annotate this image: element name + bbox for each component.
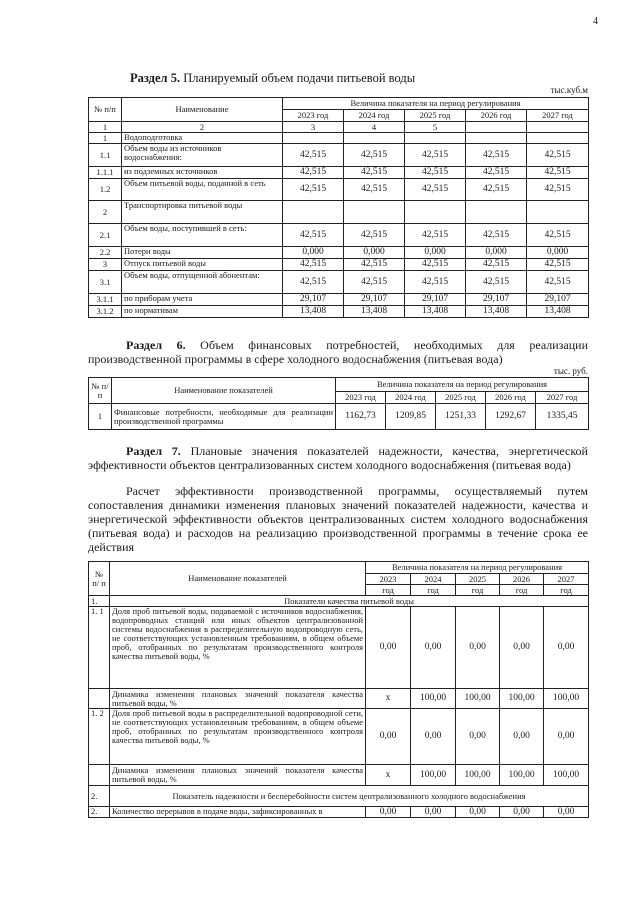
s5-row-value: 42,515 xyxy=(527,179,589,201)
section6-heading-text: Объем финансовых потребностей, необходимых для реализации производственной программы в сфере холодного водоснабжения (питьевая вода) xyxy=(88,338,589,366)
s5-row xyxy=(89,144,589,167)
s5-year: 2027 год xyxy=(527,110,589,122)
s5-row-value: 42,515 xyxy=(405,224,466,247)
s5-row xyxy=(89,167,589,179)
s5-row-value xyxy=(283,201,344,224)
s5-row-value: 42,515 xyxy=(527,167,589,179)
s5-row-value xyxy=(405,201,466,224)
s5-row-value: 42,515 xyxy=(344,271,405,294)
s5-row-value: 42,515 xyxy=(466,179,527,201)
s5-row-value xyxy=(527,201,589,224)
s5-row-value: 29,107 xyxy=(466,294,527,306)
section5-unit: тыс.куб.м xyxy=(550,85,588,95)
s7-group-1: 1. Показатели качества питьевой воды xyxy=(89,596,589,607)
s5-row-value: 42,515 xyxy=(283,179,344,201)
s5-row xyxy=(89,271,589,294)
s5-row-value xyxy=(466,133,527,144)
s5-row-value xyxy=(527,133,589,144)
s7-row-1-1: 1. 1 Доля проб питьевой воды, подаваемой с источников водоснабжения, водопроводных станций или иных объектов централизованной системы водоснабжения в распределительную водопроводную сеть, не соответствующих установленным требованиям, в общем объеме проб, отобранных по результатам производственного контроля качества питьевой воды, % 0,00 0,00 0,00 0,00 0,00 xyxy=(89,607,589,689)
s5-row-value: 42,515 xyxy=(405,167,466,179)
s5-row xyxy=(89,179,589,201)
s5-row-num: 2.2 xyxy=(89,247,122,259)
s5-row xyxy=(89,306,589,318)
s5-row-value: 29,107 xyxy=(344,294,405,306)
s5-row-value xyxy=(344,133,405,144)
s5-row-num: 3.1.1 xyxy=(89,294,122,306)
section5-heading-text: Планируемый объем подачи питьевой воды xyxy=(183,71,416,85)
s5-row-value: 42,515 xyxy=(405,259,466,271)
section7-heading-label: Раздел 7. xyxy=(126,444,181,458)
s5-index-row: 1 2 3 4 5 xyxy=(89,122,589,133)
s5-row xyxy=(89,201,589,224)
s5-row-value: 29,107 xyxy=(405,294,466,306)
s5-row-num: 1.1 xyxy=(89,144,122,167)
s5-row-value: 42,515 xyxy=(405,179,466,201)
s5-col-period: Величина показателя на период регулирования xyxy=(283,98,589,110)
s5-year: 2025 год xyxy=(405,110,466,122)
s5-row-value: 42,515 xyxy=(283,167,344,179)
s5-row-value: 42,515 xyxy=(344,179,405,201)
s5-row-num: 1.2 xyxy=(89,179,122,201)
s5-row-num: 3.1 xyxy=(89,271,122,294)
s6-col-name: Наименование показателей xyxy=(112,378,336,404)
s5-year: 2024 год xyxy=(344,110,405,122)
s6-row: 1 Финансовые потребности, необходимые для реализации производственной программы 1162,73 1209,85 1251,33 1292,67 1335,45 xyxy=(89,404,589,430)
section6-heading xyxy=(88,338,588,366)
s5-row-value: 0,000 xyxy=(527,247,589,259)
s5-year: 2026 год xyxy=(466,110,527,122)
s5-row-value: 42,515 xyxy=(283,144,344,167)
s5-row-name: Отпуск питьевой воды xyxy=(122,259,283,271)
s5-row-value: 42,515 xyxy=(344,224,405,247)
s5-row-value: 42,515 xyxy=(466,259,527,271)
s5-row-value xyxy=(466,201,527,224)
s5-row-value: 29,107 xyxy=(283,294,344,306)
section5-heading-label: Раздел 5. xyxy=(130,71,181,85)
s5-row-name: из подземных источников xyxy=(122,167,283,179)
s5-row-value xyxy=(344,201,405,224)
s5-row-value: 13,408 xyxy=(527,306,589,318)
s5-row-value: 42,515 xyxy=(344,167,405,179)
section7-paragraph: Расчет эффективности производственной программы, осуществляемый путем сопоставления динамики изменения плановых значений показателей надежности, качества и энергетической эффективности объектов централизованных систем холодного водоснабжения (питьевая вода) и расходов на реализацию производственной программы в течение срока ее действия xyxy=(88,484,588,554)
s5-row-value: 29,107 xyxy=(527,294,589,306)
s5-row-num: 3 xyxy=(89,259,122,271)
s5-row-value: 42,515 xyxy=(344,259,405,271)
s5-row-name: Объем воды, отпущенной абонентам: xyxy=(122,271,283,294)
s5-row-num: 1 xyxy=(89,133,122,144)
s6-col-period: Величина показателя на период регулирования xyxy=(336,378,589,392)
s5-row xyxy=(89,133,589,144)
s5-row-value: 42,515 xyxy=(405,144,466,167)
s7-col-num: № п/ п xyxy=(89,562,110,596)
section5-heading xyxy=(130,71,600,86)
s5-row-value: 0,000 xyxy=(405,247,466,259)
s5-row-name: по приборам учета xyxy=(122,294,283,306)
page-number: 4 xyxy=(593,16,598,27)
s5-row-num: 3.1.2 xyxy=(89,306,122,318)
s5-row-value: 42,515 xyxy=(466,224,527,247)
s6-col-num: № п/п xyxy=(89,378,112,404)
s5-row-value: 42,515 xyxy=(527,224,589,247)
s6-year: 2025 год xyxy=(436,392,486,404)
s5-row-name: Объем воды из источников водоснабжения: xyxy=(122,144,283,167)
s7-row-2-1: 2. Количество перерывов в подаче воды, зафиксированных в 0,00 0,00 0,00 0,00 0,00 xyxy=(89,807,589,818)
s5-row-name: по нормативам xyxy=(122,306,283,318)
section7-heading xyxy=(88,444,588,472)
s5-col-name: Наименование xyxy=(122,98,283,122)
s5-row-name: Объем воды, поступившей в сеть: xyxy=(122,224,283,247)
s5-row xyxy=(89,294,589,306)
s5-row-value: 42,515 xyxy=(283,271,344,294)
s5-row-value: 13,408 xyxy=(405,306,466,318)
s5-row-value: 42,515 xyxy=(466,144,527,167)
s7-dynamics-2: Динамика изменения плановых значений показателя качества питьевой воды, % x 100,00 100,00 100,00 100,00 xyxy=(89,765,589,786)
s5-row-value: 0,000 xyxy=(283,247,344,259)
s6-year: 2026 год xyxy=(486,392,536,404)
s5-row-num: 1.1.1 xyxy=(89,167,122,179)
s5-row-value xyxy=(283,133,344,144)
s5-row-name: Потери воды xyxy=(122,247,283,259)
s7-col-period: Величина показателя на период регулирования xyxy=(366,562,589,574)
s5-row-value: 42,515 xyxy=(405,271,466,294)
section7-table: № п/ п Наименование показателей Величина показателя на период регулирования 2023 2024 2025 2026 2027 год год год год год 1. Показатели качества питьевой воды 1. 1 Доля проб питьевой воды, подаваемой с источников водоснабжения, водопроводных станций или иных объектов централизованной системы водоснабжения в распределительную водопроводную сеть, не соответствующих установленным требованиям, в общем объеме проб, отобранных по результатам производственного контроля качества питьевой воды, % 0,00 0,00 0,00 0,00 0,00 Динамика изменения плановых значений показателя качества питьевой воды, % x 100,00 100,00 100,00 100,00 1. 2 Доля проб питьевой воды в распределительной водопроводной сети, не соответствующих установленным требованиям, в общем объеме проб, отобранных по результатам производственного контроля качества питьевой воды, % 0,00 0,00 0,00 0,00 0,00 Динамика изменения плановых значений показателя качества питьевой воды, % x 100,00 100,00 100,00 100,00 2. Показатель надежности и бесперебойности систем централизованного холодного водоснабжения 2. Количество перерывов в подаче воды, зафиксированных в 0,00 0,00 0,00 0,00 0,00 xyxy=(88,561,589,818)
s5-row xyxy=(89,247,589,259)
s5-year: 2023 год xyxy=(283,110,344,122)
s6-year: 2023 год xyxy=(336,392,386,404)
s5-row-value: 42,515 xyxy=(466,167,527,179)
s5-row-value: 42,515 xyxy=(283,259,344,271)
s6-row-name: Финансовые потребности, необходимые для реализации производственной программы xyxy=(112,404,336,430)
s5-row-value: 13,408 xyxy=(344,306,405,318)
s7-group-2: 2. Показатель надежности и бесперебойности систем централизованного холодного водоснабжения xyxy=(89,786,589,807)
s6-year: 2024 год xyxy=(386,392,436,404)
section5-table xyxy=(88,97,589,318)
s5-row-value: 42,515 xyxy=(527,271,589,294)
s5-row-value: 13,408 xyxy=(466,306,527,318)
s5-row-num: 2.1 xyxy=(89,224,122,247)
s5-row-name: Водоподготовка xyxy=(122,133,283,144)
s5-row xyxy=(89,224,589,247)
s5-row-value: 0,000 xyxy=(344,247,405,259)
s5-col-num: № п/п xyxy=(89,98,122,122)
section6-heading-label: Раздел 6. xyxy=(126,338,186,352)
s5-row-value: 0,000 xyxy=(466,247,527,259)
s5-row-value: 42,515 xyxy=(344,144,405,167)
section7-heading-text: Плановые значения показателей надежности, качества, энергетической эффективности объектов централизованных систем холодного водоснабжения (питьевая вода) xyxy=(88,444,588,472)
s6-year: 2027 год xyxy=(536,392,589,404)
s5-row-value: 42,515 xyxy=(283,224,344,247)
s5-row xyxy=(89,259,589,271)
s7-col-name: Наименование показателей xyxy=(110,562,366,596)
s5-row-name: Транспортировка питьевой воды xyxy=(122,201,283,224)
s7-dynamics-1: Динамика изменения плановых значений показателя качества питьевой воды, % x 100,00 100,00 100,00 100,00 xyxy=(89,689,589,709)
s5-row-num: 2 xyxy=(89,201,122,224)
s5-row-value: 42,515 xyxy=(466,271,527,294)
section6-table xyxy=(88,377,589,430)
s5-row-name: Объем питьевой воды, поданной в сеть xyxy=(122,179,283,201)
s7-row-1-2: 1. 2 Доля проб питьевой воды в распределительной водопроводной сети, не соответствующих установленным требованиям, в общем объеме проб, отобранных по результатам производственного контроля качества питьевой воды, % 0,00 0,00 0,00 0,00 0,00 xyxy=(89,709,589,765)
s5-row-value: 13,408 xyxy=(283,306,344,318)
s5-row-value: 42,515 xyxy=(527,259,589,271)
s5-row-value xyxy=(405,133,466,144)
section6-unit: тыс. руб. xyxy=(553,366,588,376)
s5-row-value: 42,515 xyxy=(527,144,589,167)
